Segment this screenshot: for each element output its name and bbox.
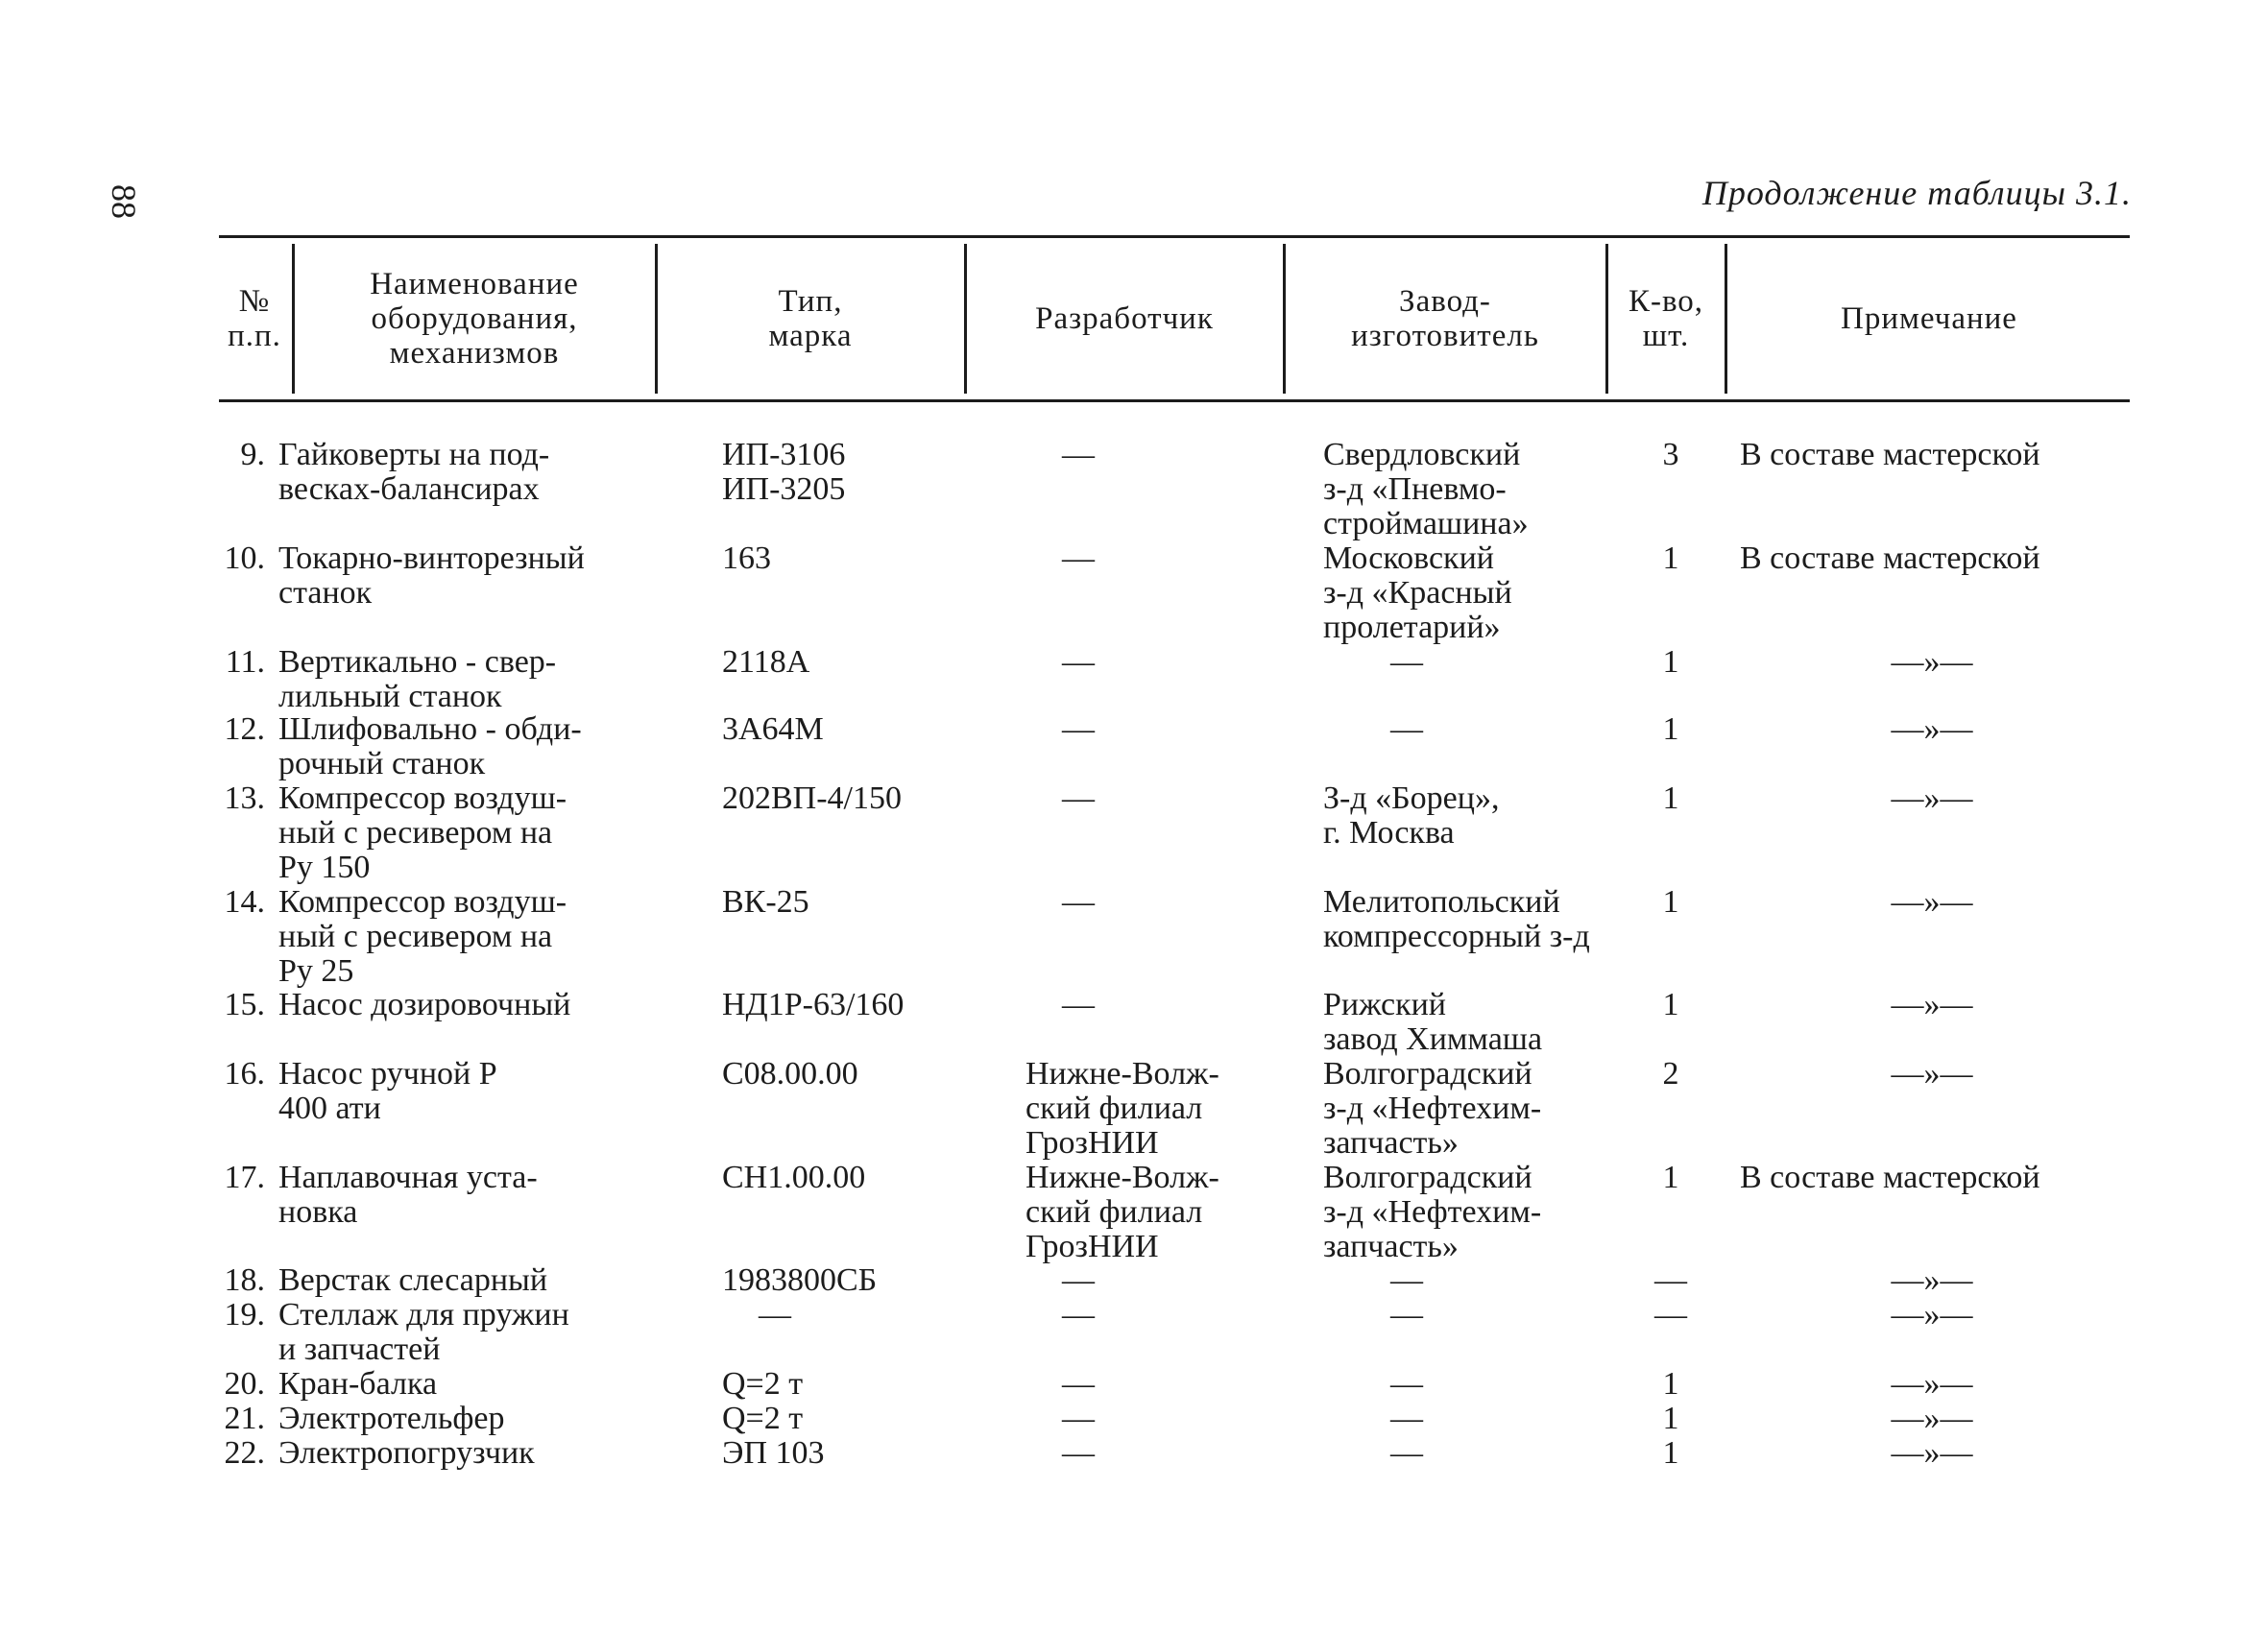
row-num: 13. [224, 780, 265, 816]
row-type: Q=2 т [722, 1401, 804, 1436]
row-name: Компрессор воздуш- ный с ресивером на Pу 25 [278, 884, 567, 989]
row-note: В составе мастерской [1740, 540, 2040, 576]
row-developer: Нижне-Волж- ский филиал ГрозНИИ [1025, 1056, 1219, 1161]
row-num: 15. [224, 987, 265, 1022]
table-row [0, 541, 2268, 645]
row-qty: 2 [1662, 1056, 1679, 1092]
table-row [0, 1436, 2268, 1471]
row-num: 18. [224, 1262, 265, 1298]
row-type: СН1.00.00 [722, 1160, 866, 1195]
row-note: —»— [1891, 1262, 1973, 1298]
table-row [0, 1367, 2268, 1402]
table-row [0, 1057, 2268, 1161]
row-name: Верстак слесарный [278, 1262, 548, 1298]
table-top-rule [219, 235, 2130, 238]
row-plant: Мелитопольский компрессорный з-д [1323, 884, 1590, 954]
row-plant: Свердловский з-д «Пневмо- строймашина» [1323, 437, 1529, 541]
row-num: 10. [224, 540, 265, 576]
row-qty: 1 [1662, 780, 1679, 816]
row-note: —»— [1891, 987, 1973, 1022]
row-name: Насос ручной Р 400 ати [278, 1056, 497, 1126]
row-qty: 1 [1662, 987, 1679, 1022]
row-qty: 1 [1662, 644, 1679, 680]
table-row [0, 645, 2268, 712]
row-qty: 1 [1662, 1366, 1679, 1402]
row-developer: — [1062, 437, 1095, 472]
header-type: Тип, марка [768, 284, 853, 353]
table-row [0, 781, 2268, 885]
row-plant: З-д «Борец», г. Москва [1323, 780, 1500, 851]
row-qty: 3 [1662, 437, 1679, 472]
row-type: ИП-3106 ИП-3205 [722, 437, 846, 507]
row-qty: 1 [1662, 1401, 1679, 1436]
row-qty: 1 [1662, 1160, 1679, 1195]
row-developer: — [1062, 987, 1095, 1022]
row-num: 12. [224, 711, 265, 747]
row-name: Токарно-винторезный станок [278, 540, 585, 611]
table-row [0, 1263, 2268, 1298]
header-developer: Разработчик [1035, 301, 1214, 336]
row-plant: Рижский завод Химмаша [1323, 987, 1543, 1057]
row-qty: 1 [1662, 884, 1679, 920]
row-type: 202ВП-4/150 [722, 780, 902, 816]
row-developer: — [1062, 711, 1095, 747]
row-qty: 1 [1662, 540, 1679, 576]
row-qty: — [1654, 1262, 1687, 1298]
header-divider [1605, 244, 1608, 394]
row-developer: — [1062, 884, 1095, 920]
row-num: 17. [224, 1160, 265, 1195]
table-row [0, 988, 2268, 1057]
row-name: Насос дозировочный [278, 987, 571, 1022]
row-num: 16. [224, 1056, 265, 1092]
row-plant: Волгоградский з-д «Нефтехим- запчасть» [1323, 1056, 1542, 1161]
row-name: Электротельфер [278, 1401, 505, 1436]
table-row [0, 885, 2268, 988]
row-developer: — [1062, 1401, 1095, 1436]
row-plant: — [1390, 1366, 1423, 1402]
row-developer: — [1062, 1435, 1095, 1471]
page-number: 88 [105, 184, 143, 219]
header-num: № п.п. [228, 284, 281, 353]
row-note: В составе мастерской [1740, 1160, 2040, 1195]
row-developer: — [1062, 644, 1095, 680]
table-row [0, 1402, 2268, 1436]
table-row [0, 1161, 2268, 1263]
row-developer: Нижне-Волж- ский филиал ГрозНИИ [1025, 1160, 1219, 1264]
row-type: НД1Р-63/160 [722, 987, 905, 1022]
row-name: Компрессор воздуш- ный с ресивером на Pу 150 [278, 780, 567, 885]
row-type: 163 [722, 540, 771, 576]
row-qty: 1 [1662, 1435, 1679, 1471]
row-developer: — [1062, 780, 1095, 816]
row-note: —»— [1891, 1366, 1973, 1402]
row-num: 9. [240, 437, 265, 472]
header-divider [1725, 244, 1727, 394]
row-name: Стеллаж для пружин и запчастей [278, 1297, 569, 1367]
table-row [0, 438, 2268, 541]
row-note: В составе мастерской [1740, 437, 2040, 472]
row-plant: — [1390, 1297, 1423, 1332]
row-note: —»— [1891, 1401, 1973, 1436]
row-plant: — [1390, 644, 1423, 680]
row-type: 1983800СБ [722, 1262, 878, 1298]
row-name: Гайковерты на под- весках-балансирах [278, 437, 550, 507]
row-plant: — [1390, 1435, 1423, 1471]
header-divider [1283, 244, 1286, 394]
row-note: —»— [1891, 884, 1973, 920]
row-qty: 1 [1662, 711, 1679, 747]
row-name: Кран-балка [278, 1366, 438, 1402]
row-num: 11. [225, 644, 265, 680]
row-type: ЭП 103 [722, 1435, 825, 1471]
row-plant: Волгоградский з-д «Нефтехим- запчасть» [1323, 1160, 1542, 1264]
row-note: —»— [1891, 711, 1973, 747]
header-divider [655, 244, 658, 394]
table-continuation-caption: Продолжение таблицы 3.1. [1701, 174, 2132, 212]
row-developer: — [1062, 540, 1095, 576]
row-developer: — [1062, 1262, 1095, 1298]
row-note: —»— [1891, 644, 1973, 680]
header-qty: К-во, шт. [1628, 284, 1704, 353]
table-body [0, 438, 2268, 1471]
row-note: —»— [1891, 1435, 1973, 1471]
row-name: Вертикально - свер- лильный станок [278, 644, 557, 714]
row-plant: Московский з-д «Красный пролетарий» [1323, 540, 1512, 645]
row-type: С08.00.00 [722, 1056, 858, 1092]
row-num: 19. [224, 1297, 265, 1332]
row-note: —»— [1891, 1297, 1973, 1332]
row-note: —»— [1891, 780, 1973, 816]
row-name: Электропогрузчик [278, 1435, 535, 1471]
header-plant: Завод- изготовитель [1351, 284, 1539, 353]
row-type: Q=2 т [722, 1366, 804, 1402]
table-row [0, 712, 2268, 781]
row-num: 14. [224, 884, 265, 920]
row-num: 21. [224, 1401, 265, 1436]
row-name: Шлифовально - обди- рочный станок [278, 711, 582, 781]
row-num: 22. [224, 1435, 265, 1471]
row-developer: — [1062, 1366, 1095, 1402]
table-row [0, 1298, 2268, 1367]
row-note: —»— [1891, 1056, 1973, 1092]
row-type: 2118А [722, 644, 810, 680]
row-type: 3А64М [722, 711, 824, 747]
row-type: — [759, 1297, 791, 1332]
row-name: Наплавочная уста- новка [278, 1160, 538, 1230]
header-name: Наименование оборудования, механизмов [370, 267, 579, 371]
header-divider [292, 244, 295, 394]
header-divider [964, 244, 967, 394]
header-note: Примечание [1841, 301, 2017, 336]
row-num: 20. [224, 1366, 265, 1402]
row-plant: — [1390, 711, 1423, 747]
row-type: ВК-25 [722, 884, 809, 920]
table-header-rule [219, 399, 2130, 402]
row-qty: — [1654, 1297, 1687, 1332]
row-plant: — [1390, 1401, 1423, 1436]
row-developer: — [1062, 1297, 1095, 1332]
row-plant: — [1390, 1262, 1423, 1298]
